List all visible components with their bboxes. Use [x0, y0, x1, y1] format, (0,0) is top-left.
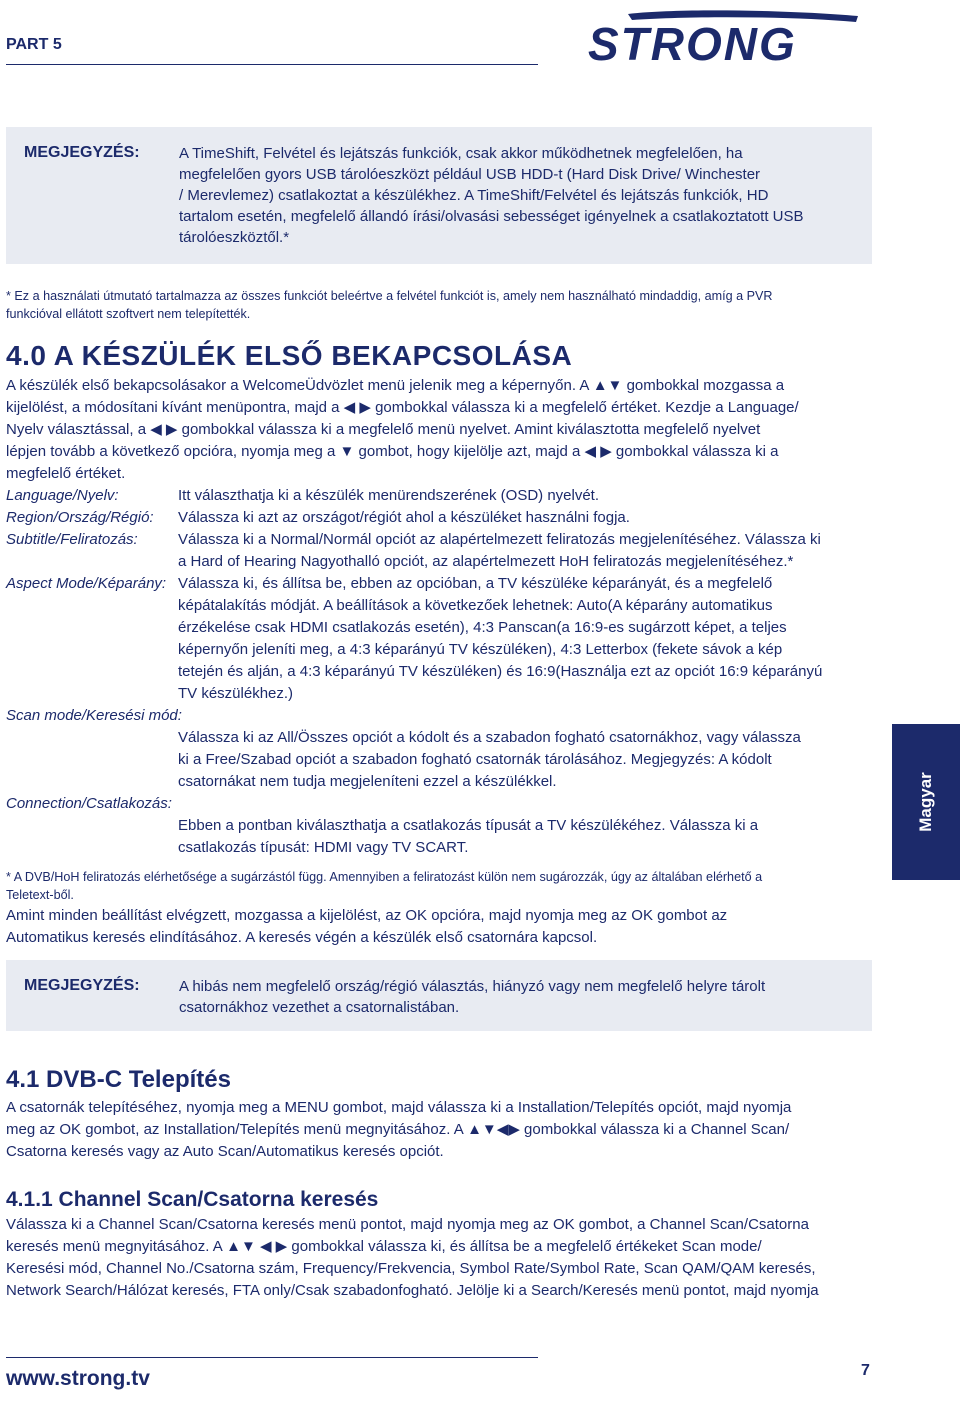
desc-line: Válassza ki, és állítsa be, ebben az opcióban, a TV készüléke képarányát, és a megfelelő — [178, 575, 773, 592]
footer-url[interactable]: www.strong.tv — [6, 1367, 150, 1390]
desc-connection — [178, 815, 868, 859]
footnote-line: funkcióval ellátott szoftvert nem telepítették. — [6, 307, 251, 321]
note-line: / Merevlemez) csatlakoztat a készülékhez. A TimeShift/Felvétel és lejátszás funkciók, HD — [179, 187, 769, 204]
intro-line: Nyelv választással, a ◀ ▶ gombokkal válassza ki a megfelelő menü nyelvet. Amint kiválasztotta megfelelő nyelvet — [6, 421, 761, 438]
section-heading-4-1: 4.1 DVB-C Telepítés — [6, 1066, 231, 1093]
note-box-2 — [6, 960, 872, 1031]
desc-line: képátalakítás módját. A beállítások a következőek lehetnek: Auto(A képarány automatikus — [178, 597, 773, 614]
note-label: MEGJEGYZÉS: — [24, 977, 140, 994]
desc-line: ki a Free/Szabad opciót a szabadon fogható csatornák tárolásához. Megjegyzés: A kódolt — [178, 751, 772, 768]
desc-line: Ebben a pontban kiválaszthatja a csatlakozás típusát a TV készülékéhez. Válassza ki a — [178, 817, 759, 834]
term-connection: Connection/Csatlakozás: — [6, 795, 172, 812]
desc-subtitle — [178, 529, 868, 573]
footnote-line: * A DVB/HoH feliratozás elérhetősége a sugárzástól függ. Amennyiben a feliratozást külön nem sugározzák, úgy az általában elérhető a — [6, 870, 763, 884]
page-number: 7 — [861, 1362, 870, 1379]
header-divider — [6, 64, 538, 65]
body-line: A csatornák telepítéséhez, nyomja meg a MENU gombot, majd válassza ki a Installation/Telepítés opciót, majd nyomja — [6, 1099, 792, 1116]
section-4-1-body — [6, 1097, 864, 1163]
section-4-1-1-body — [6, 1214, 864, 1302]
body-line: keresés menü megnyitásához. A ▲▼ ◀ ▶ gombokkal válassza ki, és állítsa be a megfelelő értékeket Scan mode/ — [6, 1238, 762, 1255]
footnote-pvr — [6, 287, 866, 323]
desc-scan-mode — [178, 727, 868, 793]
note-label: MEGJEGYZÉS: — [24, 144, 140, 161]
desc-aspect-mode — [178, 573, 868, 705]
intro-line: kijelölést, a módosítani kívánt menüpontra, majd a ◀ ▶ gombokkal válassza ki a megfelelő értéket. Kezdje a Language/ — [6, 399, 799, 416]
note-line: A hibás nem megfelelő ország/régió választás, hiányzó vagy nem megfelelő helyre tárolt — [179, 978, 766, 995]
footnote-line: Teletext-ből. — [6, 888, 74, 902]
language-side-tab — [892, 724, 960, 880]
note-text — [179, 143, 858, 248]
desc-line: csatlakozás típusát: HDMI vagy TV SCART. — [178, 839, 469, 856]
body-line: Csatorna keresés vagy az Auto Scan/Automatikus keresés opciót. — [6, 1143, 444, 1160]
term-subtitle: Subtitle/Feliratozás: — [6, 531, 138, 548]
closing-line: Automatikus keresés elindításához. A keresés végén a készülék első csatornára kapcsol. — [6, 929, 598, 946]
body-line: Network Search/Hálózat keresés, FTA only/Csak szabadonfogható. Jelölje ki a Search/Keresés menü pontot, majd nyomja — [6, 1282, 819, 1299]
desc-line: Itt választhatja ki a készülék menürendszerének (OSD) nyelvét. — [178, 487, 600, 504]
desc-region — [178, 507, 868, 529]
closing-line: Amint minden beállítást elvégzett, mozgassa a kijelölést, az OK opcióra, majd nyomja meg az OK gombot az — [6, 907, 728, 924]
svg-text:STRONG: STRONG — [588, 18, 797, 64]
section-4-0-closing — [6, 905, 864, 949]
note-line: megfelelően gyors USB tárolóeszközt például USB HDD-t (Hard Disk Drive/ Winchester — [179, 166, 761, 183]
language-tab-label: Magyar — [916, 772, 935, 832]
desc-line: Válassza ki azt az országot/régiót ahol a készüléket használni fogja. — [178, 509, 630, 526]
note-box-1 — [6, 127, 872, 264]
note-line: tárolóeszköztől.* — [179, 229, 290, 246]
term-region: Region/Ország/Régió: — [6, 509, 154, 526]
desc-line: a Hard of Hearing Nagyothalló opciót, az alapértelmezett HoH feliratozás megjelenítéséhez.* — [178, 553, 794, 570]
body-line: meg az OK gombot, az Installation/Telepítés menü megnyitásához. A ▲▼◀▶ gombokkal válassza ki a Channel Scan/ — [6, 1121, 790, 1138]
footnote-line: * Ez a használati útmutató tartalmazza az összes funkciót beleértve a felvétel funkciót is, amely nem használható mindaddig, amíg a PVR — [6, 289, 773, 303]
term-language: Language/Nyelv: — [6, 487, 119, 504]
strong-logo — [588, 10, 878, 64]
note-line: csatornákhoz vezethet a csatornalistában. — [179, 999, 460, 1016]
body-line: Válassza ki a Channel Scan/Csatorna keresés menü pontot, majd nyomja meg az OK gombot, a Channel Scan/Csatorna — [6, 1216, 809, 1233]
desc-line: csatornákat nem tudja megjeleníteni ezzel a készülékkel. — [178, 773, 557, 790]
note-line: A TimeShift, Felvétel és lejátszás funkciók, csak akkor működhetnek megfelelően, ha — [179, 145, 743, 162]
section-heading-4-1-1: 4.1.1 Channel Scan/Csatorna keresés — [6, 1188, 379, 1211]
intro-line: lépjen tovább a következő opcióra, nyomja meg a ▼ gombot, hogy kijelölje azt, majd a ◀ ▶ gombokkal válassza ki a — [6, 443, 779, 460]
desc-line: TV készülékhez.) — [178, 685, 294, 702]
section-heading-4-0: 4.0 A KÉSZÜLÉK ELSŐ BEKAPCSOLÁSA — [6, 340, 573, 371]
desc-line: képernyőn jeleníti meg, a 4:3 képarányú TV készüléken), 4:3 Letterbox (fekete sávok a kép — [178, 641, 783, 658]
desc-line: Válassza ki az All/Összes opciót a kódolt és a szabadon fogható csatornákhoz, vagy válassza — [178, 729, 801, 746]
term-aspect-mode: Aspect Mode/Képarány: — [6, 575, 167, 592]
desc-line: tetején és alján, a 4:3 képarányú TV készüléken) és 16:9(Használja ezt az opciót 16:9 képarányú — [178, 663, 823, 680]
note-text — [179, 976, 858, 1018]
intro-line: megfelelő értéket. — [6, 465, 126, 482]
intro-line: A készülék első bekapcsolásakor a WelcomeÜdvözlet menü jelenik meg a képernyőn. A ▲▼ gombokkal mozgassa a — [6, 377, 785, 394]
desc-line: érzékelése csak HDMI csatlakozás esetén), 4:3 Panscan(a 16:9-es sugárzott képet, a teljes — [178, 619, 787, 636]
desc-language — [178, 485, 868, 507]
desc-line: Válassza ki a Normal/Normál opciót az alapértelmezett feliratozás megjelenítéséhez. Válassza ki — [178, 531, 821, 548]
part-label: PART 5 — [6, 36, 62, 53]
section-4-0-intro — [6, 375, 864, 485]
footnote-subtitle — [6, 868, 866, 904]
footer-divider — [6, 1357, 538, 1358]
note-line: tartalom esetén, megfelelő állandó írási/olvasási sebességet igényelnek a csatlakoztatott USB — [179, 208, 804, 225]
term-scan-mode: Scan mode/Keresési mód: — [6, 707, 182, 724]
body-line: Keresési mód, Channel No./Csatorna szám, Frequency/Frekvencia, Symbol Rate/Symbol Rate, Scan QAM/QAM keresés, — [6, 1260, 816, 1277]
